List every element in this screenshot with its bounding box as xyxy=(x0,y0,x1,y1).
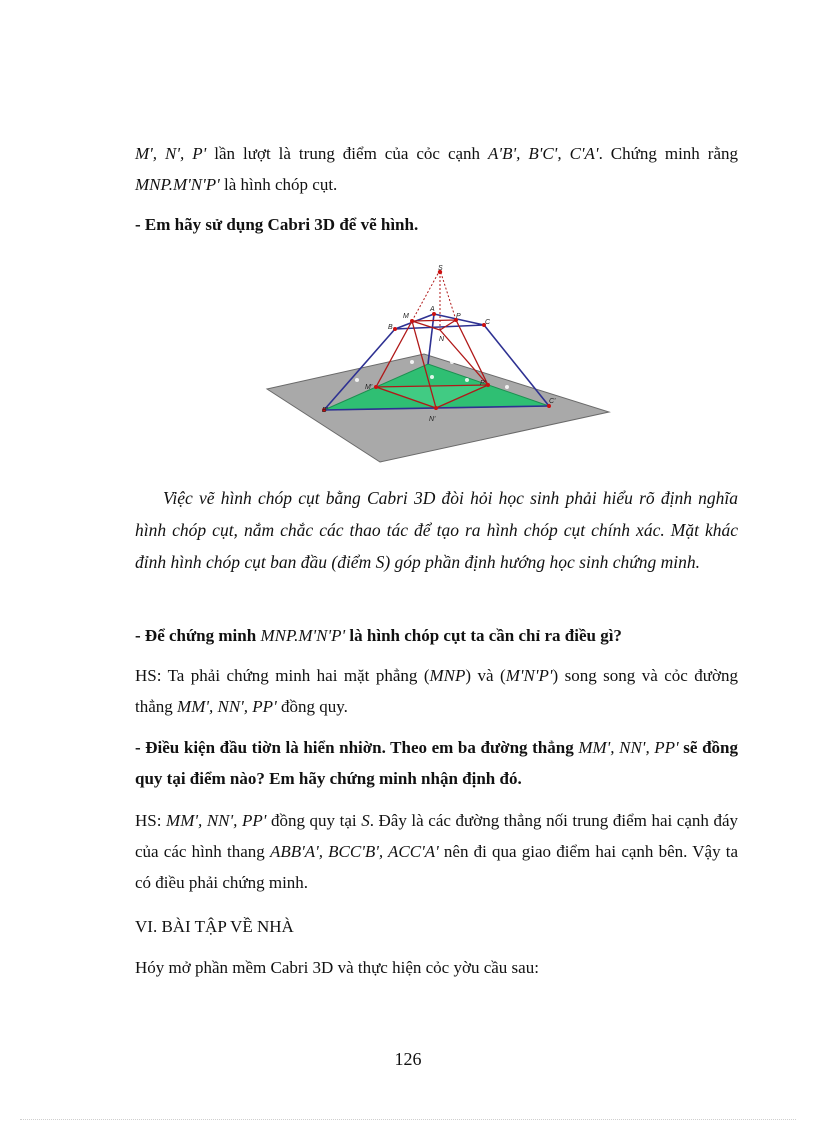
label-S: S xyxy=(438,265,443,272)
label-P: P xyxy=(456,313,461,320)
label-B-prime: B' xyxy=(322,407,329,414)
paragraph-answer-1: HS: Ta phải chứng minh hai mặt phẳng (MNP) và (M'N'P') song song và cỏc đường thẳng MM', NN', PP' đồng quy. xyxy=(135,666,739,716)
bottom-divider xyxy=(20,1119,796,1120)
label-P-prime: P' xyxy=(480,380,487,387)
paragraph-homework-intro: Hóy mở phần mềm Cabri 3D và thực hiện cỏc yờu cầu sau: xyxy=(135,958,539,977)
label-C: C xyxy=(485,319,491,326)
label-M: M xyxy=(403,313,409,320)
paragraph-question-1: - Để chứng minh MNP.M'N'P' là hình chóp cụt ta cần chỉ ra điều gì? xyxy=(135,626,622,645)
label-C-prime: C' xyxy=(549,398,556,405)
paragraph-cabri-instruction: - Em hãy sử dụng Cabri 3D để vẽ hình. xyxy=(135,215,419,234)
paragraph-question-2: - Điều kiện đầu tiờn là hiển nhiờn. Theo em ba đường thẳng MM', NN', PP' sẽ đồng quy tại điểm nào? Em hãy chứng minh nhận định đó. xyxy=(135,738,738,788)
page-number: 126 xyxy=(394,1049,422,1069)
section-heading: VI. BÀI TẬP VỀ NHÀ xyxy=(135,917,294,936)
label-B: B xyxy=(388,324,393,331)
truncated-pyramid-figure xyxy=(262,262,614,467)
label-A: A xyxy=(430,306,435,313)
paragraph-problem-statement: M', N', P' lần lượt là trung điểm của cỏc cạnh A'B', B'C', C'A'. Chứng minh rằng MNP.M'N'P' là hình chóp cụt. xyxy=(135,144,738,194)
label-N-prime: N' xyxy=(429,416,436,423)
label-M-prime: M' xyxy=(365,384,373,391)
paragraph-answer-2: HS: MM', NN', PP' đồng quy tại S. Đây là các đường thẳng nối trung điểm hai cạnh đáy của các hình thang ABB'A', BCC'B', ACC'A' nên đi qua giao điểm hai cạnh bên. Vậy ta có điều phải chứng minh. xyxy=(135,811,739,892)
label-N: N xyxy=(439,336,445,343)
paragraph-commentary: Việc vẽ hình chóp cụt bằng Cabri 3D đòi hỏi học sinh phải hiểu rõ định nghĩa hình chóp cụt, nắm chắc các thao tác để tạo ra hình chóp cụt chính xác. Mặt khác đỉnh hình chóp cụt ban đầu (điểm S) góp phần định hướng học sinh chứng minh. xyxy=(135,488,738,572)
